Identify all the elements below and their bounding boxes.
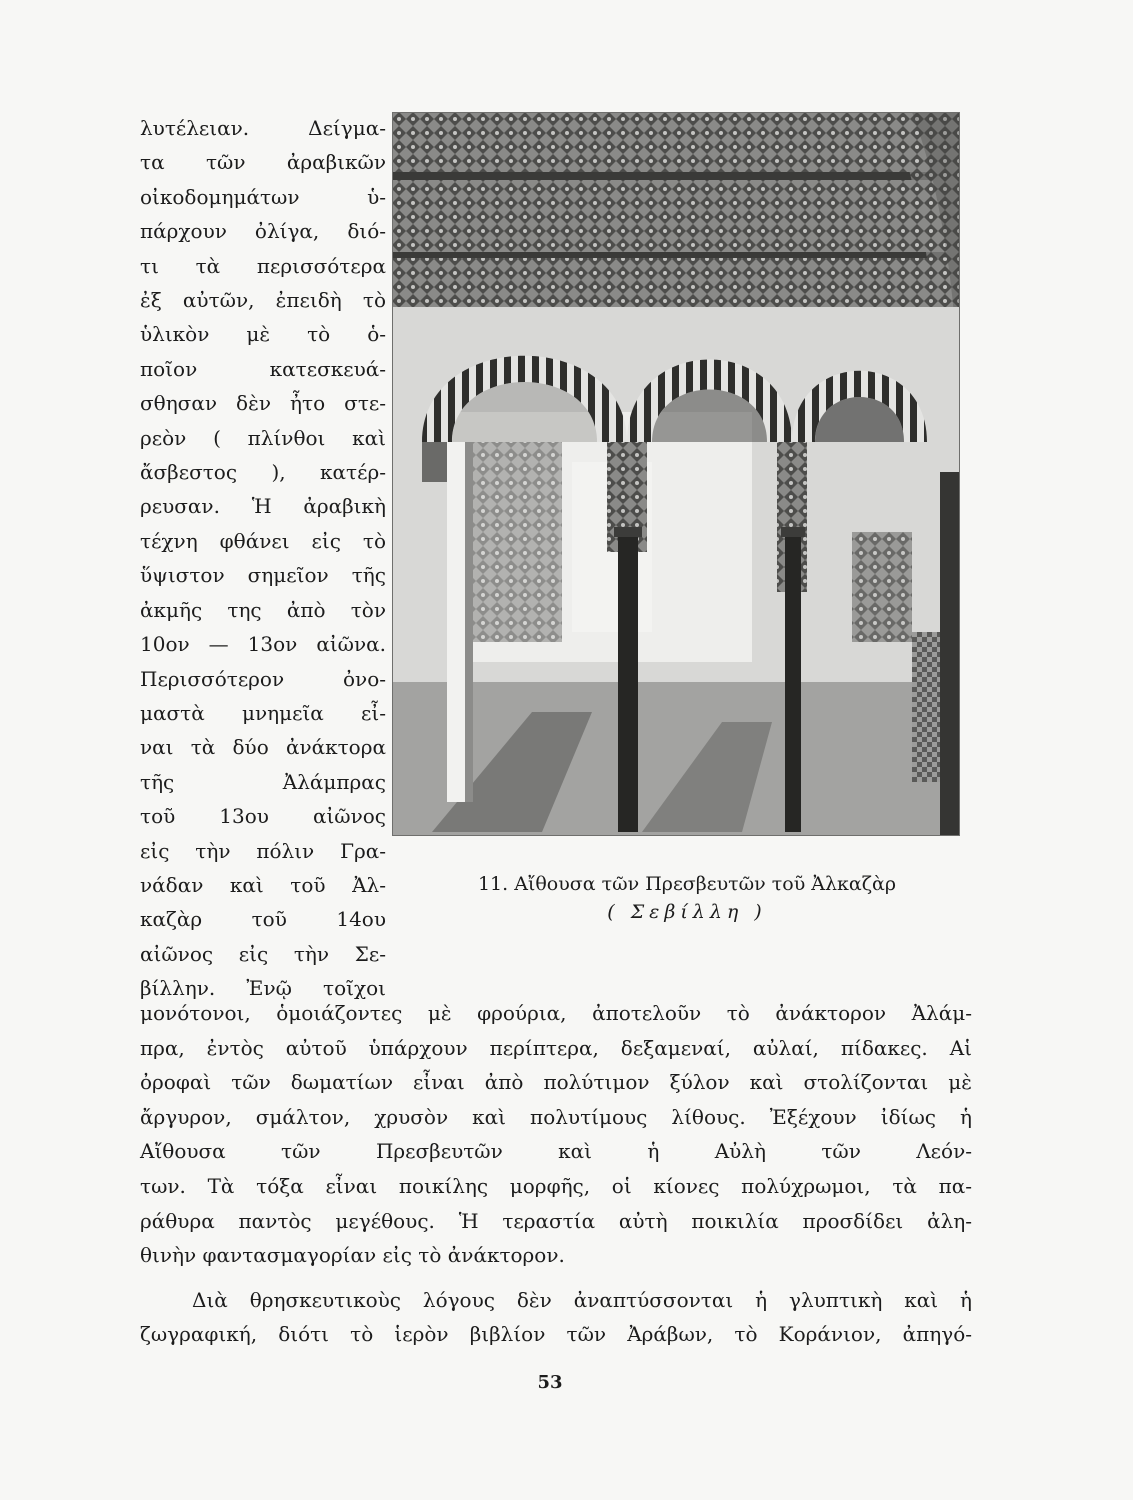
text-line: θινὴν φαντασμαγορίαν εἰς τὸ ἀνάκτορον.	[140, 1243, 565, 1268]
text-line: 10ον — 13ον αἰῶνα.	[140, 632, 386, 657]
text-line: ἐξ αὐτῶν, ἐπειδὴ τὸ	[140, 288, 386, 313]
text-line: τα τῶν ἀραβικῶν	[140, 150, 386, 175]
text-line: ζωγραφική, διότι τὸ ἱερὸν βιβλίον τῶν Ἀράβων, τὸ Κοράνιον, ἀπηγό-	[140, 1322, 972, 1347]
caption-location: ( Σεβίλλη )	[607, 901, 767, 923]
figure-caption	[392, 870, 982, 926]
alcazar-hall-illustration	[392, 112, 960, 836]
text-line: τῆς Ἀλάμπρας	[140, 769, 386, 794]
text-line: βίλλην. Ἐνῷ τοῖχοι	[140, 976, 386, 1001]
text-line: ὀροφαὶ τῶν δωματίων εἶναι ἀπὸ πολύτιμον ξύλον καὶ στολίζονται μὲ	[140, 1070, 972, 1095]
text-line: ὕψιστον σημεῖον τῆς	[140, 563, 386, 588]
text-line: εἰς τὴν πόλιν Γρα-	[140, 838, 386, 863]
text-line: Αἴθουσα τῶν Πρεσβευτῶν καὶ ἡ Αὐλὴ τῶν Λεόν-	[140, 1139, 972, 1164]
text-line: ὑλικὸν μὲ τὸ ὁ-	[140, 322, 386, 347]
text-line: τι τὰ περισσότερα	[140, 253, 386, 278]
text-line: μαστὰ μνημεῖα εἶ-	[140, 700, 386, 725]
page-number: 53	[537, 1372, 563, 1393]
text-line: ἄργυρον, σμάλτον, χρυσὸν καὶ πολυτίμους λίθους. Ἐξέχουν ἰδίως ἡ	[140, 1104, 972, 1129]
caption-title: 11. Αἴθουσα τῶν Πρεσβευτῶν τοῦ Ἀλκαζὰρ	[477, 873, 897, 895]
text-line: ναι τὰ δύο ἀνάκτορα	[140, 735, 386, 760]
text-line: ποῖον κατεσκευά-	[140, 356, 386, 381]
text-line: ράθυρα παντὸς μεγέθους. Ἡ τεραστία αὐτὴ ποικιλία προσδίδει ἀλη-	[140, 1208, 972, 1233]
text-line: μονότονοι, ὁμοιάζοντες μὲ φρούρια, ἀποτελοῦν τὸ ἀνάκτορον Ἀλάμ-	[140, 1001, 972, 1025]
full-width-text	[140, 996, 972, 1352]
text-line: πρα, ἐντὸς αὐτοῦ ὑπάρχουν περίπτερα, δεξαμεναί, αὐλαί, πίδακες. Αἱ	[140, 1035, 972, 1060]
text-line: ἀκμῆς της ἀπὸ τὸν	[140, 597, 386, 622]
text-line: οἰκοδομημάτων ὑ-	[140, 184, 386, 209]
text-line: σθησαν δὲν ἦτο στε-	[140, 391, 386, 416]
text-line: ἄσβεστος ), κατέρ-	[140, 460, 386, 485]
text-line: πάρχουν ὀλίγα, διό-	[140, 219, 386, 244]
text-line: τέχνη φθάνει εἰς τὸ	[140, 528, 386, 553]
paragraph-start-line: Διὰ θρησκευτικοὺς λόγους δὲν ἀναπτύσσονται ἡ γλυπτικὴ καὶ ἡ	[192, 1287, 972, 1312]
text-line: αἰῶνος εἰς τὴν Σε-	[140, 941, 386, 966]
text-line: λυτέλειαν. Δείγμα-	[140, 116, 386, 140]
arches-drawing	[392, 112, 960, 836]
text-line: ρεὸν ( πλίνθοι καὶ	[140, 425, 386, 450]
left-text-column	[140, 111, 386, 1006]
text-line: τοῦ 13ου αἰῶνος	[140, 804, 386, 829]
text-line: Περισσότερον ὀνο-	[140, 666, 386, 691]
text-line: ρευσαν. Ἡ ἀραβικὴ	[140, 494, 386, 519]
text-line: καζὰρ τοῦ 14ου	[140, 907, 386, 932]
text-line: των. Τὰ τόξα εἶναι ποικίλης μορφῆς, οἱ κίονες πολύχρωμοι, τὰ πα-	[140, 1173, 972, 1198]
text-line: νάδαν καὶ τοῦ Ἀλ-	[140, 872, 386, 897]
